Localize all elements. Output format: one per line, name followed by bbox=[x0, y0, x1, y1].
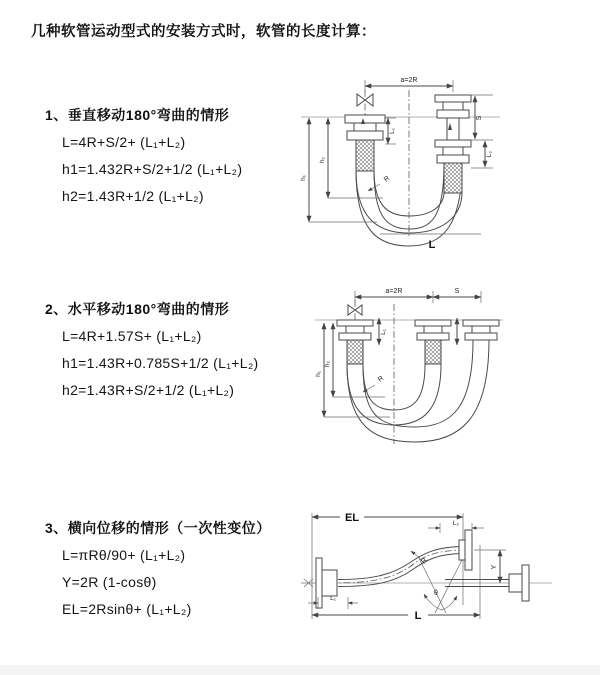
radius-leader bbox=[368, 175, 391, 191]
formula-h2: h2=1.43R+S/2+1/2 (L₁+L₂) bbox=[62, 382, 235, 398]
section-1 bbox=[45, 105, 242, 215]
dim-label-s: S bbox=[476, 115, 483, 121]
section-2 bbox=[45, 299, 259, 409]
dim-label-l2: L₂ bbox=[452, 520, 460, 527]
formula-el: EL=2Rsinθ+ (L₁+L₂) bbox=[62, 601, 192, 617]
dimension-l bbox=[380, 234, 481, 251]
dim-label-h1: h₁ bbox=[315, 371, 322, 377]
hose-curves bbox=[347, 340, 489, 442]
dim-label-h1: h₁ bbox=[300, 175, 307, 181]
dim-label-a2r: a=2R bbox=[385, 288, 403, 295]
dim-label-el: EL bbox=[344, 512, 360, 524]
formula-l: L=πRθ/90+ (L₁+L₂) bbox=[62, 547, 186, 563]
dim-label-y: Y bbox=[491, 564, 498, 570]
formula-h1: h1=1.432R+S/2+1/2 (L₁+L₂) bbox=[62, 161, 243, 177]
section-3 bbox=[45, 518, 271, 628]
dim-label-a2r: a=2R bbox=[400, 77, 418, 84]
dimension-y bbox=[474, 550, 506, 583]
page-title: 几种软管运动型式的安装方式时，软管的长度计算： bbox=[31, 24, 376, 40]
formula-y: Y=2R (1-cosθ) bbox=[62, 574, 157, 590]
right-flange-original bbox=[435, 140, 471, 193]
diagram-horizontal-180-bend bbox=[295, 282, 595, 457]
bottom-right-flange bbox=[509, 565, 529, 601]
dimension-l2 bbox=[428, 520, 484, 533]
formula-l: L=4R+S/2+ (L₁+L₂) bbox=[62, 134, 186, 150]
dimension-s bbox=[471, 95, 493, 168]
section-3-heading: 3、横向位移的情形（一次性变位） bbox=[45, 520, 271, 536]
top-right-flange bbox=[459, 530, 472, 570]
diagram-vertical-180-bend bbox=[295, 70, 595, 265]
dim-label-l1: L₁ bbox=[330, 595, 336, 602]
valve-icon bbox=[348, 300, 362, 320]
right-flange-displaced bbox=[435, 95, 471, 140]
formula-h2: h2=1.43R+1/2 (L₁+L₂) bbox=[62, 188, 204, 204]
dim-label-r: R bbox=[382, 174, 392, 184]
middle-flange bbox=[415, 320, 451, 364]
dim-label-l: L bbox=[414, 610, 422, 622]
section-1-heading: 1、垂直移动180°弯曲的情形 bbox=[45, 107, 230, 123]
valve-icon bbox=[357, 90, 373, 115]
dim-label-r: R bbox=[376, 374, 386, 384]
dim-label-h2: h₂ bbox=[324, 360, 331, 368]
dim-label-l1: L₁ bbox=[380, 329, 387, 335]
formula-l: L=4R+1.57S+ (L₁+L₂) bbox=[62, 328, 202, 344]
dim-label-h2: h₂ bbox=[319, 156, 326, 164]
left-flange bbox=[345, 115, 385, 171]
right-flange-displaced bbox=[463, 320, 499, 340]
dimension-a2r-s bbox=[355, 288, 481, 303]
dim-label-l2: L₂ bbox=[486, 150, 493, 158]
dim-label-l1: L₁ bbox=[389, 128, 396, 134]
dim-label-r: R bbox=[420, 556, 429, 566]
dim-label-l: L bbox=[428, 239, 436, 251]
dimension-a2r bbox=[365, 77, 453, 92]
section-2-heading: 2、水平移动180°弯曲的情形 bbox=[45, 301, 230, 317]
movement-arrow bbox=[448, 123, 452, 130]
dimension-l1 bbox=[385, 118, 396, 144]
hose-curve bbox=[330, 547, 468, 587]
left-flange bbox=[337, 320, 373, 364]
scan-edge-band bbox=[0, 665, 600, 675]
dim-label-s: S bbox=[454, 288, 460, 295]
formula-h1: h1=1.43R+0.785S+1/2 (L₁+L₂) bbox=[62, 355, 259, 371]
dim-label-theta: θ bbox=[434, 590, 438, 597]
diagram-lateral-displacement bbox=[300, 500, 590, 660]
